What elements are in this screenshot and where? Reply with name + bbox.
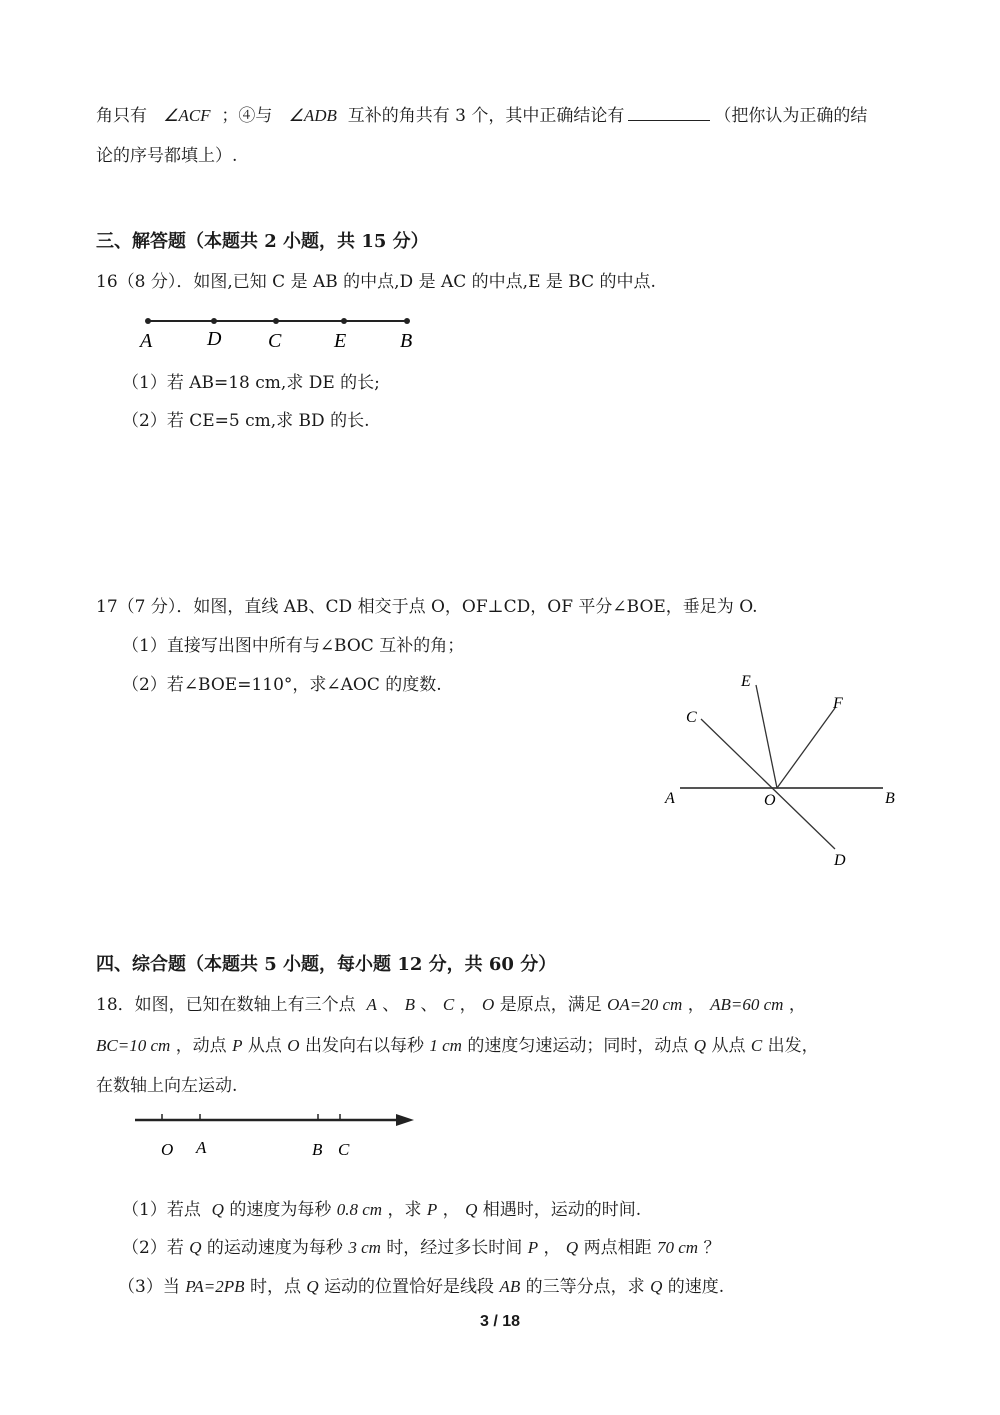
question-16-part-1: （1）若 AB=18 cm,求 DE 的长; (122, 373, 380, 393)
question-17-part-1: （1）直接写出图中所有与∠BOC 互补的角； (122, 636, 465, 656)
label-b: B (400, 330, 413, 352)
question-18-part-3: （3）当 PA=2PB 时，点 Q 运动的位置恰好是线段 AB 的三等分点，求 Q 的速度. (118, 1277, 725, 1297)
question-16-part-2: （2）若 CE=5 cm,求 BD 的长. (122, 411, 370, 431)
point-d (211, 318, 217, 324)
label-e: E (741, 673, 751, 690)
q16-segment-figure (130, 305, 430, 361)
q17-angle-figure (655, 665, 915, 880)
question-18-line-1: 18．如图，已知在数轴上有三个点 A 、 B 、 C ， O 是原点，满足 OA=20 cm ， AB=60 cm ， (96, 995, 806, 1015)
text-line-top-1: 角只有 ∠ACF ；④与 ∠ADB 互补的角共有 3 个，其中正确结论有 （把你认为正确的结 (96, 106, 868, 126)
point-e (341, 318, 347, 324)
point-a (145, 318, 151, 324)
label-c: C (686, 709, 697, 726)
label-a: A (140, 330, 153, 352)
label-a: A (665, 790, 675, 807)
label-o: O (764, 792, 776, 809)
label-f: F (833, 695, 843, 712)
label-o: O (161, 1140, 174, 1159)
question-18-part-1: （1）若点 Q 的速度为每秒 0.8 cm ，求 P ， Q 相遇时，运动的时间. (122, 1200, 642, 1220)
label-e: E (334, 330, 347, 352)
label-d: D (834, 852, 846, 869)
ray-of (777, 708, 835, 788)
question-17-part-2: （2）若∠BOE=110°，求∠AOC 的度数. (122, 675, 442, 695)
question-17-stem: 17（7 分）．如图，直线 AB、CD 相交于点 O，OF⊥CD，OF 平分∠BOE，垂足为 O. (96, 597, 758, 617)
label-d: D (207, 328, 222, 350)
line-cd (701, 719, 835, 849)
label-b: B (885, 790, 895, 807)
answer-blank[interactable] (628, 104, 710, 121)
number-line-arrow (396, 1114, 414, 1126)
question-18-line-3: 在数轴上向左运动. (96, 1076, 238, 1096)
question-18-part-2: （2）若 Q 的运动速度为每秒 3 cm 时，经过多长时间 P ， Q 两点相距 70 cm ？ (122, 1238, 721, 1258)
question-18-line-2: BC=10 cm ，动点 P 从点 O 出发向右以每秒 1 cm 的速度匀速运动；同时，动点 Q 从点 C 出发， (96, 1036, 819, 1056)
label-c: C (338, 1140, 350, 1159)
q18-number-line-figure (130, 1105, 430, 1165)
point-b (404, 318, 410, 324)
section-heading-4: 四、综合题（本题共 5 小题，每小题 12 分，共 60 分） (96, 954, 557, 975)
point-c (273, 318, 279, 324)
page-number: 3 / 18 (479, 1313, 521, 1330)
section-heading-3: 三、解答题（本题共 2 小题，共 15 分） (96, 231, 429, 252)
label-c: C (268, 330, 282, 352)
ray-oe (756, 685, 777, 788)
question-16-stem: 16（8 分）．如图,已知 C 是 AB 的中点,D 是 AC 的中点,E 是 BC 的中点. (96, 272, 656, 292)
label-b: B (312, 1140, 323, 1159)
label-a: A (196, 1138, 207, 1157)
text-line-top-2: 论的序号都填上）. (96, 146, 238, 166)
